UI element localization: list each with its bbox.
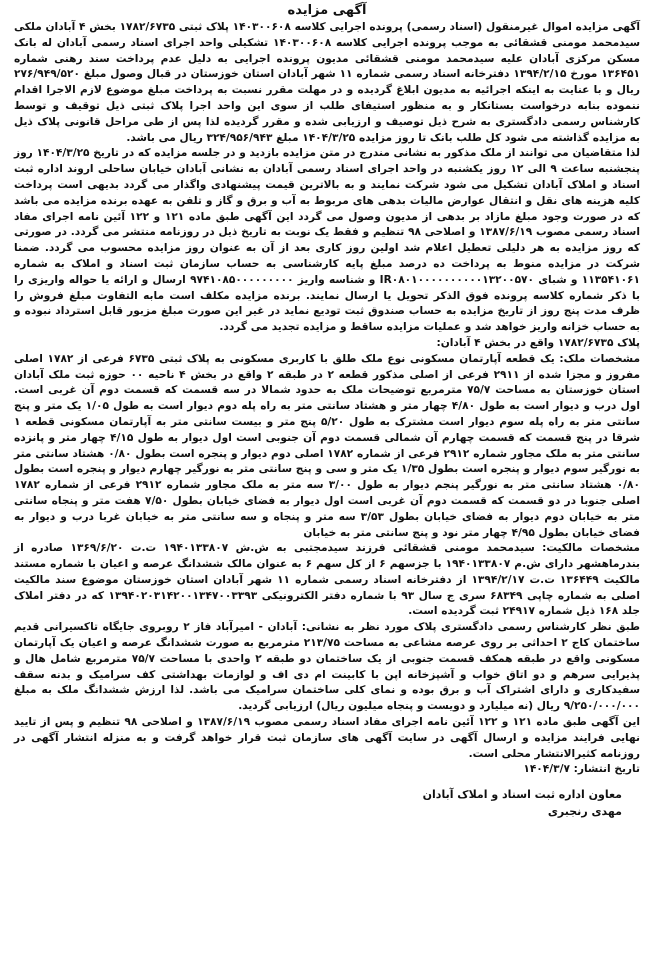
auction-terms-paragraph: لذا متقاضیان می توانند از ملک مذکور به نشانی مندرج در متن مزایده بازدید و در جلسه مزایده که در تاریخ ۱۴۰۴/۳/۲۵ روز پنجشنبه ساعت ۹ الی ۱۲ روز یکشنبه در واحد اجرای اسناد رسمی آبادان به نشانی آبادان خیابان ساحلی اروند اداره ثبت اسناد و املاک آبادان تشکیل می شود شرکت نمایند و به بالاترین قیمت پیشنهادی واگذار می گردد بدیهی است پرداخت کلیه هزینه های نقل و انتقال عوارض مالیات بدهی های مربوط به آب و برق و گاز و تلفن به عهده برنده مزایده می باشد که در صورت وجود مبلغ مازاد بر بدهی از مدیون وصول می گردد این آگهی طبق ماده ۱۲۱ و ۱۲۲ آئین نامه اجرای مفاد اسناد رسمی مصوب ۱۳۸۷/۶/۱۹ و اصلاحی ۹۸ تنظیم و فقط یک نوبت به تاریخ ذیل در روزنامه منتشر می گردد. در صورتی که روز مزایده به هر دلیلی تعطیل اعلام شد اولین روز کاری بعد از آن به عنوان روز مزایده محسوب می گردد. ضمنا شرکت در مزایده منوط به پرداخت ده درصد مبلغ پایه کارشناسی به حساب سازمان ثبت اسناد و املاک به شماره ۱۱۳۵۴۱۰۶۱ و شبای IR۰۸۰۱۰۰۰۰۰۰۰۰۰۰۱۳۲۰۰۵۷۰ و شناسه واریز ۹۷۴۱۰۸۵۰۰۰۰۰۰۰۰۰ ارسال و ارائه یا حواله واریزی را با ذکر شماره کلاسه پرونده فوق الذکر تحویل یا ارسال نمایند. برنده مزایده مکلف است مابه التفاوت مبلغ فروش را ظرف مدت پنج روز از تاریخ مزایده به حساب صندوق ثبت تودیع نماید در غیر این صورت مبلغ مزبور قابل استرداد نبوده و به حساب خزانه واریز خواهد شد و عملیات مزایده ساقط و مزایده تجدید می گردد. xyxy=(14,147,640,334)
expert-appraisal-paragraph: طبق نظر کارشناس رسمی دادگستری پلاک مورد نظر به نشانی: آبادان - امیرآباد فاز ۲ روبروی جایگاه تاکسیرانی قدیم ساختمان کاج ۲ احداثی بر روی عرصه مشاعی به مساحت ۲۱۳/۷۵ مترمربع به صورت ششدانگ عرصه و اعیان یک آپارتمان مسکونی واقع در طبقه همکف قسمت جنوبی از یک ساختمان دو طبقه ۲ واحدی با مساحت ۷۵/۷ مترمربع شامل هال و پذیرایی سرهم و دو اتاق خواب و آشپزخانه اپن با کابینت ام دی اف و لوازمات بهداشتی کف سرامیک و بدنه سقف سفیدکاری و دارای اشتراک آب و برق بوده و نمای کلی ساختمان سرامیک می باشد. لذا ارزش ششدانگ ملک به مبلغ ۹/۲۵۰/۰۰۰/۰۰۰ ریال (نه میلیارد و دویست و پنجاه میلیون ریال) ارزیابی گردید. xyxy=(14,621,640,713)
case-intro-paragraph: آگهی مزایده اموال غیرمنقول (اسناد رسمی) پرونده اجرایی کلاسه ۱۴۰۳۰۰۶۰۸ پلاک ثبتی ۱۷۸۲/۶۷۳۵ بخش ۴ آبادان ملکی سیدمحمد مومنی قشقائی به موجب پرونده اجرایی کلاسه ۱۴۰۳۰۰۶۰۸ تشکیلی واحد اجرای اسناد رسمی آبادان له بانک مسکن مرکزی آبادان علیه سیدمحمد مومنی قشقائی مدیون پرونده اجرایی به دلیل عدم پرداخت سند رهنی شماره ۱۳۶۴۵۱ مورخ ۱۳۹۴/۲/۱۵ دفترخانه اسناد رسمی شماره ۱۱ شهر آبادان استان خوزستان در قبال وصول مبلغ ۲۷۶/۹۴۹/۵۲۰ ریال و با عنایت به اینکه اجرائیه به مدیون ابلاغ گردیده و در مهلت مقرر نسبت به پرداخت مبلغ موضوع لازم الاجرا اقدام ننموده بنابه درخواست بستانکار و به منظور استیفای طلب از سوی این واحد اجرا پلاک ثبتی ذیل توقیف و توسط کارشناس رسمی دادگستری به شرح ذیل توصیف و ارزیابی شده و مقرر گردیده لذا پس از طی مراحل قانونی پلاک ذیل به مزایده گذاشته می شود کل طلب بانک تا روز مزایده ۱۴۰۴/۳/۲۵ مبلغ ۳۲۴/۹۵۶/۹۴۳ ریال می باشد. xyxy=(14,21,640,144)
signatory-office: معاون اداره ثبت اسناد و املاک آبادان xyxy=(422,788,622,802)
signatory-name: مهدی رنجبری xyxy=(547,805,622,819)
ownership-specs-paragraph: مشخصات مالکیت: سیدمحمد مومنی قشقائی فرزند سیدمجتبی به ش.ش ۱۹۴۰۱۳۳۸۰۷ ت.ت ۱۳۶۹/۶/۲۰ صادره از بندرماهشهر دارای ش.م ۱۹۴۰۱۳۳۸۰۷ با جزسهم ۶ از کل سهم ۶ به عنوان مالک ششدانگ عرصه و اعیان با شماره مستند مالکیت ۱۳۶۴۴۹ ت.ت ۱۳۹۴/۲/۱۷ از دفترخانه اسناد رسمی شماره ۱۱ شهر آبادان استان خوزستان موضوع سند مالکیت اصلی به شماره چاپی ۶۸۳۴۹ سری ج سال ۹۳ با شماره دفتر الکترونیکی ۱۳۹۴۰۲۰۳۱۴۲۰۰۱۳۴۷۰۰۳۳۹۳ که در دفتر املاک جلد ۱۶۸ ذیل شماره ۲۴۹۱۷ ثبت گردیده است. xyxy=(14,542,640,618)
property-specs-paragraph: مشخصات ملک: یک قطعه آپارتمان مسکونی نوع ملک طلق با کاربری مسکونی به پلاک ثبتی ۶۷۳۵ فرعی از ۱۷۸۲ اصلی مفروز و مجزا شده از ۲۹۱۱ فرعی از اصلی مذکور قطعه ۲ در طبقه ۲ واقع در بخش ۴ ناحیه ۰۰ حوزه ثبت ملک آبادان استان خوزستان به مساحت ۷۵/۷ مترمربع توضیحات ملک به حدود شمالا در سه قسمت که قسمت دوم آن غربی است. اول درب و دیوار است به طول ۴/۸۰ چهار متر و هشتاد سانتی متر به راه پله دوم دیوار است به طول ۱/۰۵ یک متر و پنج سانتی متر به راه پله سوم دیوار است مشترک به طول ۵/۲۰ پنج متر و بیست سانتی متر به آپارتمان مسکونی قطعه ۱ شرقا در پنج قسمت که قسمت چهارم آن شمالی قسمت دوم آن جنوبی است اول دیوار به طول ۴/۱۵ چهار متر و پانزده سانتی متر به ملک مجاور شماره ۲۹۱۲ فرعی از شماره ۱۷۸۲ اصلی دوم دیوار و پنجره است بطول ۰/۸۰ هشتاد سانتی متر به نورگیر سوم دیوار و پنجره است بطول ۱/۳۵ یک متر و سی و پنج سانتی متر به نورگیر چهارم دیوار و پنجره است بطول ۰/۸۰ هشتاد سانتی متر به نورگیر پنجم دیوار به طول ۳/۰۰ سه متر به ملک مجاور شماره ۲۹۱۲ فرعی از شماره ۱۷۸۲ اصلی جنوبا در دو قسمت که قسمت دوم آن غربی است اول دیوار به فضای خیابان بطول ۷/۵۰ هفت متر و پنجاه سانتی متر به خیابان دوم دیوار به فضای خیابان بطول ۳/۵۳ سه متر و پنجاه و سه سانتی متر به خیابان غربا درب و دیوار به فضای خیابان بطول ۴/۹۵ چهار متر نود و پنج سانتی متر به خیابان xyxy=(14,352,641,539)
notice-title: آگهی مزایده xyxy=(287,3,367,18)
plaque-heading: پلاک ۱۷۸۲/۶۷۳۵ واقع در بخش ۴ آبادان: xyxy=(436,336,640,349)
regulation-paragraph: این آگهی طبق ماده ۱۲۱ و ۱۲۲ آئین نامه اجرای مفاد اسناد رسمی مصوب ۱۳۸۷/۶/۱۹ و اصلاحی ۹۸ تنظیم و پس از تایید نهایی فرایند مزایده و ارسال آگهی در سایت آگهی های سازمان ثبت قرار خواهد گرفت و به منزله انتشار آگهی در روزنامه کثیرالانتشار محلی است. xyxy=(14,716,640,760)
signature-block xyxy=(14,786,640,820)
publication-date: تاریخ انتشار: ۱۴۰۴/۳/۷ xyxy=(523,763,640,776)
